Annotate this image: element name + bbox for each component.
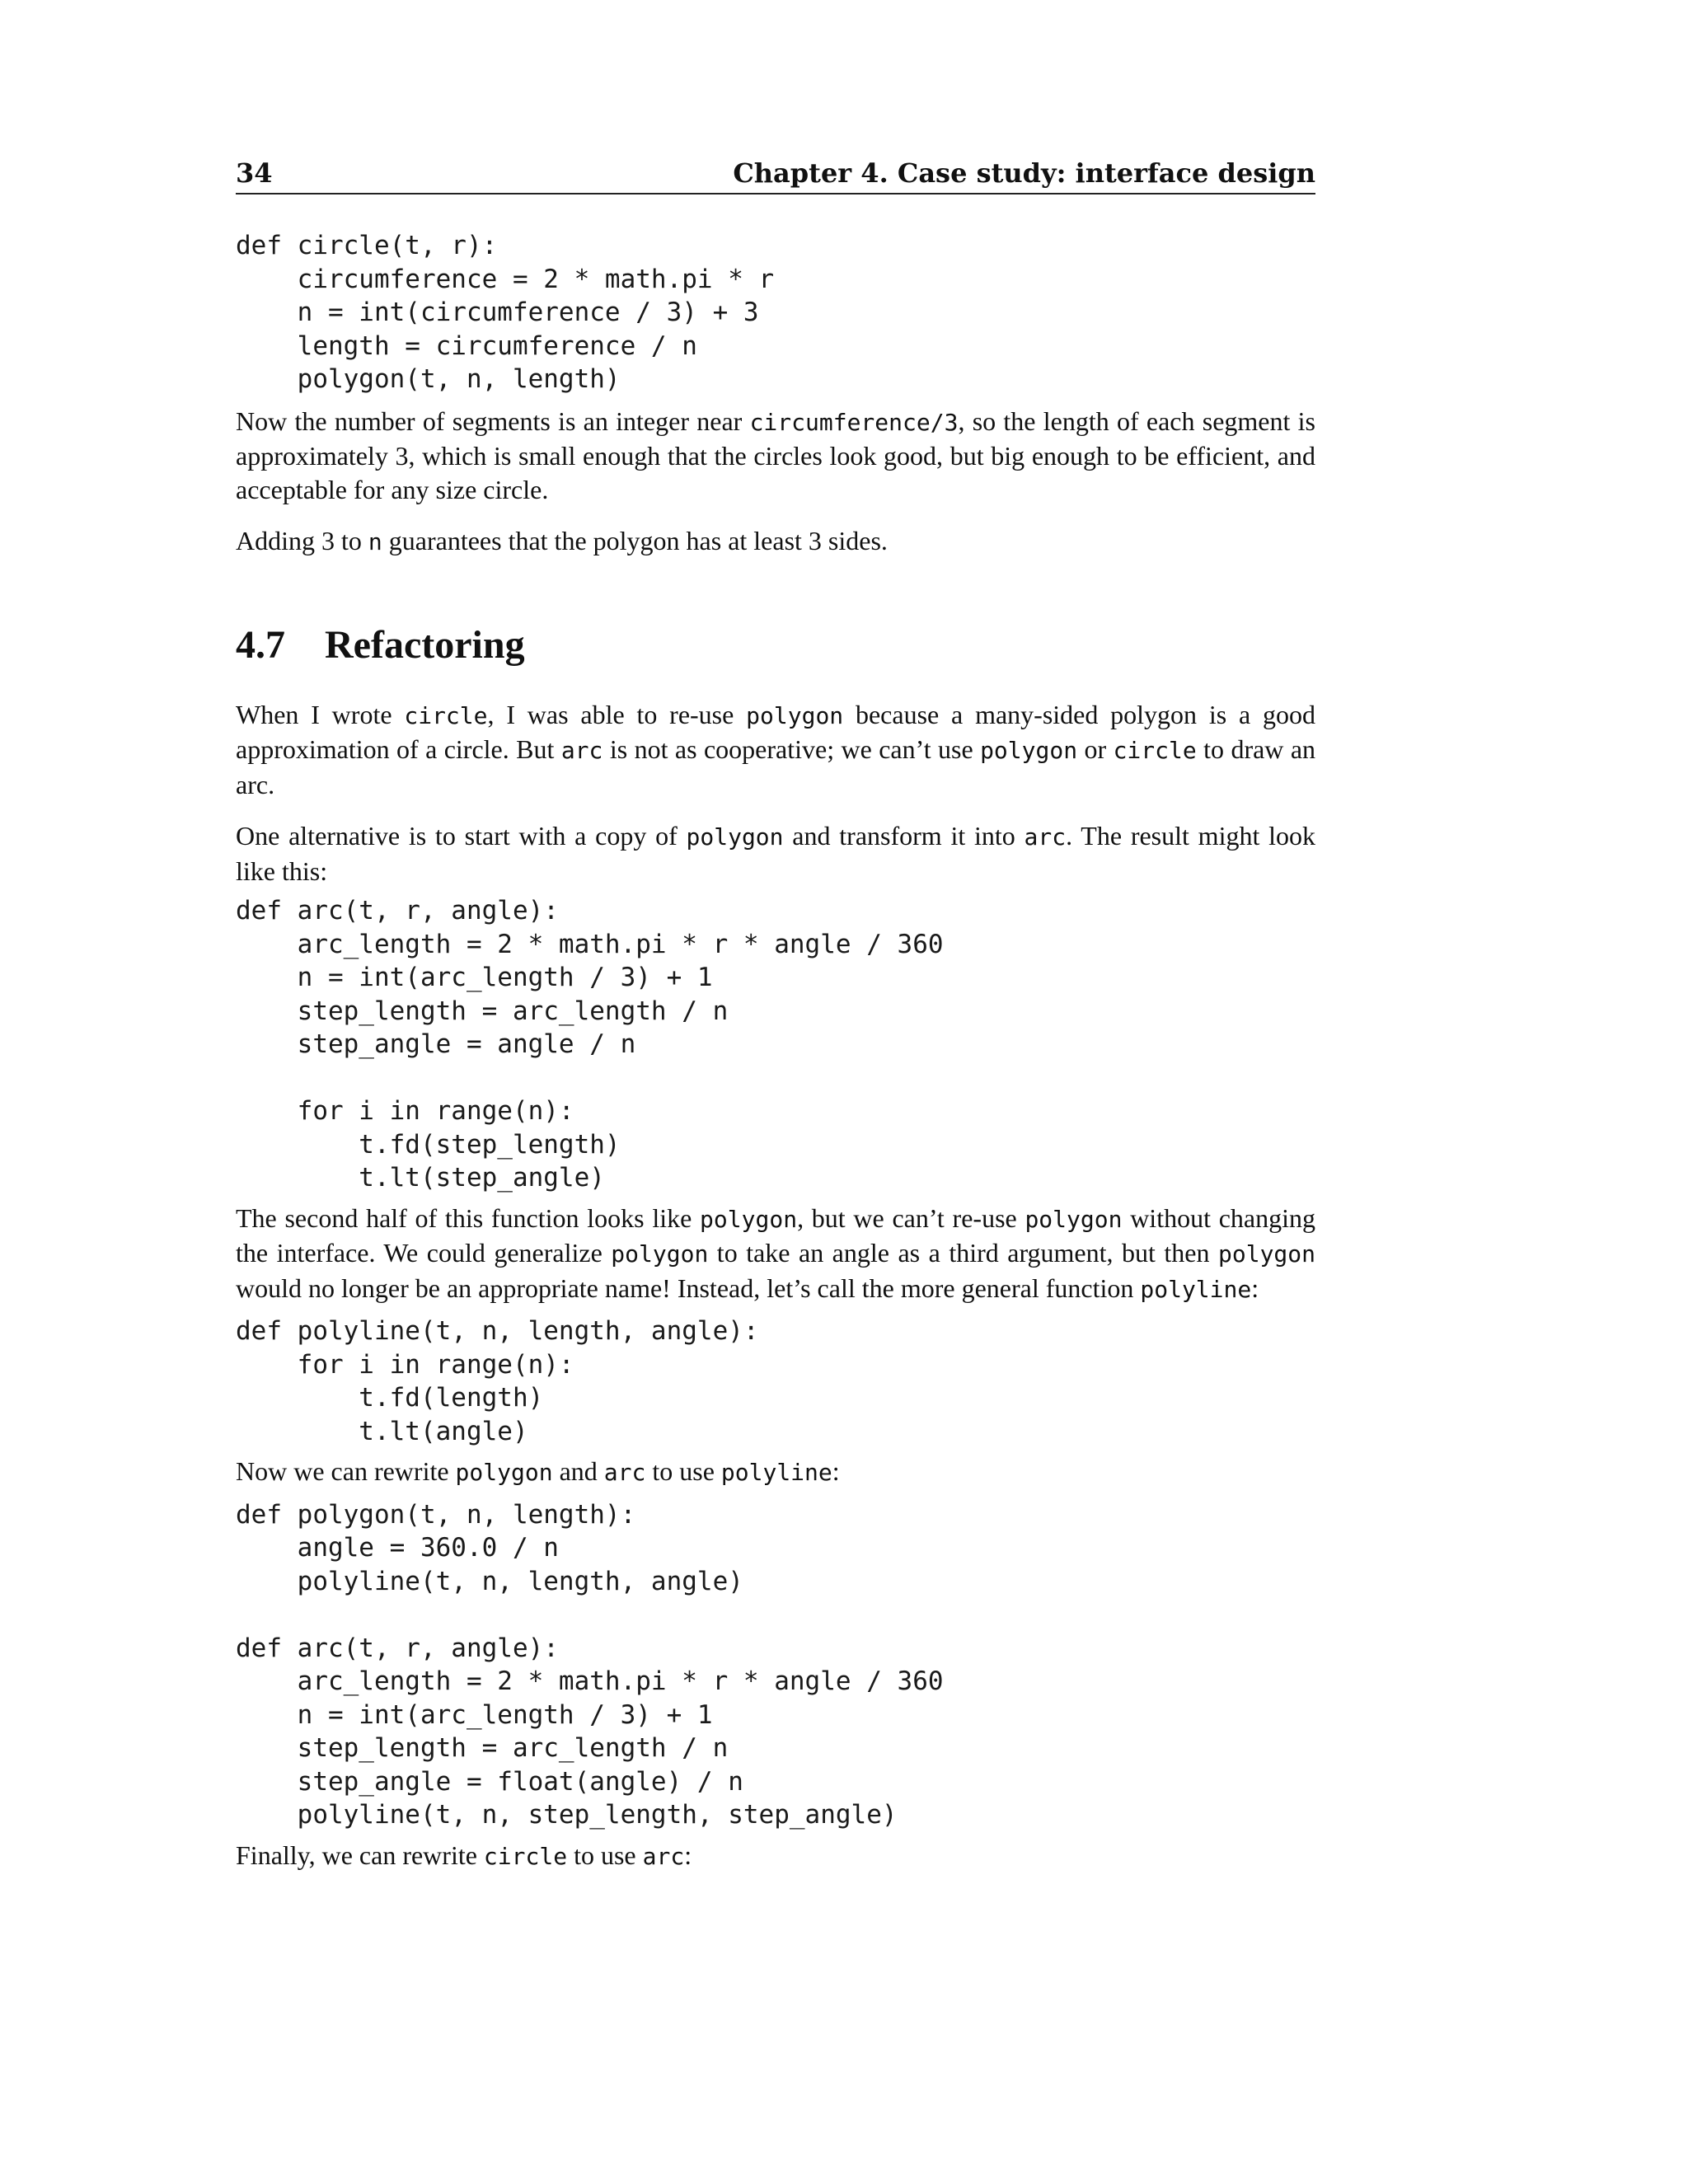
code-block-polygon-arc: def polygon(t, n, length): angle = 360.0 / n polyline(t, n, length, angle) def arc(t, r, angle): arc_length = 2 * math.pi * r * angle / 360 n = int(arc_length / 3) + 1 step_length = arc_length / n step_angle = float(angle) / n polyline(t, n, step_length, step_angle)	[236, 1499, 944, 1830]
section-number: 4.7	[236, 622, 285, 667]
book-page	[236, 157, 1315, 1873]
page-number: 34	[236, 157, 273, 189]
section-heading	[236, 621, 1315, 670]
paragraph-when-i-wrote: When I wrote circle, I was able to re-use polygon because a many-sided polygon is a good approximation of a circle. But arc is not as cooperative; we can’t use polygon or circle to draw an arc.	[236, 699, 1316, 799]
paragraph-segments: Now the number of segments is an integer near circumference/3, so the length of each segment is approximately 3, which is small enough that the circles look good, but big enough to be efficient, and acceptable for any size circle.	[236, 405, 1316, 504]
paragraph-now-rewrite: Now we can rewrite polygon and arc to use polyline:	[236, 1456, 840, 1486]
chapter-title: Chapter 4. Case study: interface design	[733, 157, 1315, 189]
code-block-arc: def arc(t, r, angle): arc_length = 2 * math.pi * r * angle / 360 n = int(arc_length / 3) + 1 step_length = arc_length / n step_angle = angle / n for i in range(n): t.fd(step_length) t.lt(step_angle)	[236, 896, 944, 1193]
paragraph-adding-three: Adding 3 to n guarantees that the polygon has at least 3 sides.	[236, 526, 888, 555]
running-header	[236, 157, 1315, 194]
paragraph-second-half: The second half of this function looks like polygon, but we can’t re-use polygon without changing the interface. We could generalize polygon to take an angle as a third argument, but then polygon would no longer be an appropriate name! Instead, let’s call the more general function polyline:	[236, 1202, 1316, 1303]
code-block-polyline: def polyline(t, n, length, angle): for i in range(n): t.fd(length) t.lt(angle)	[236, 1316, 759, 1446]
section-title: Refactoring	[325, 622, 525, 667]
paragraph-one-alternative: One alternative is to start with a copy of polygon and transform it into arc. The result might look like this:	[236, 821, 1315, 886]
paragraph-finally: Finally, we can rewrite circle to use arc:	[236, 1840, 692, 1870]
code-block-circle: def circle(t, r): circumference = 2 * math.pi * r n = int(circumference / 3) + 3 length = circumference / n polygon(t, n, length)	[236, 231, 775, 394]
